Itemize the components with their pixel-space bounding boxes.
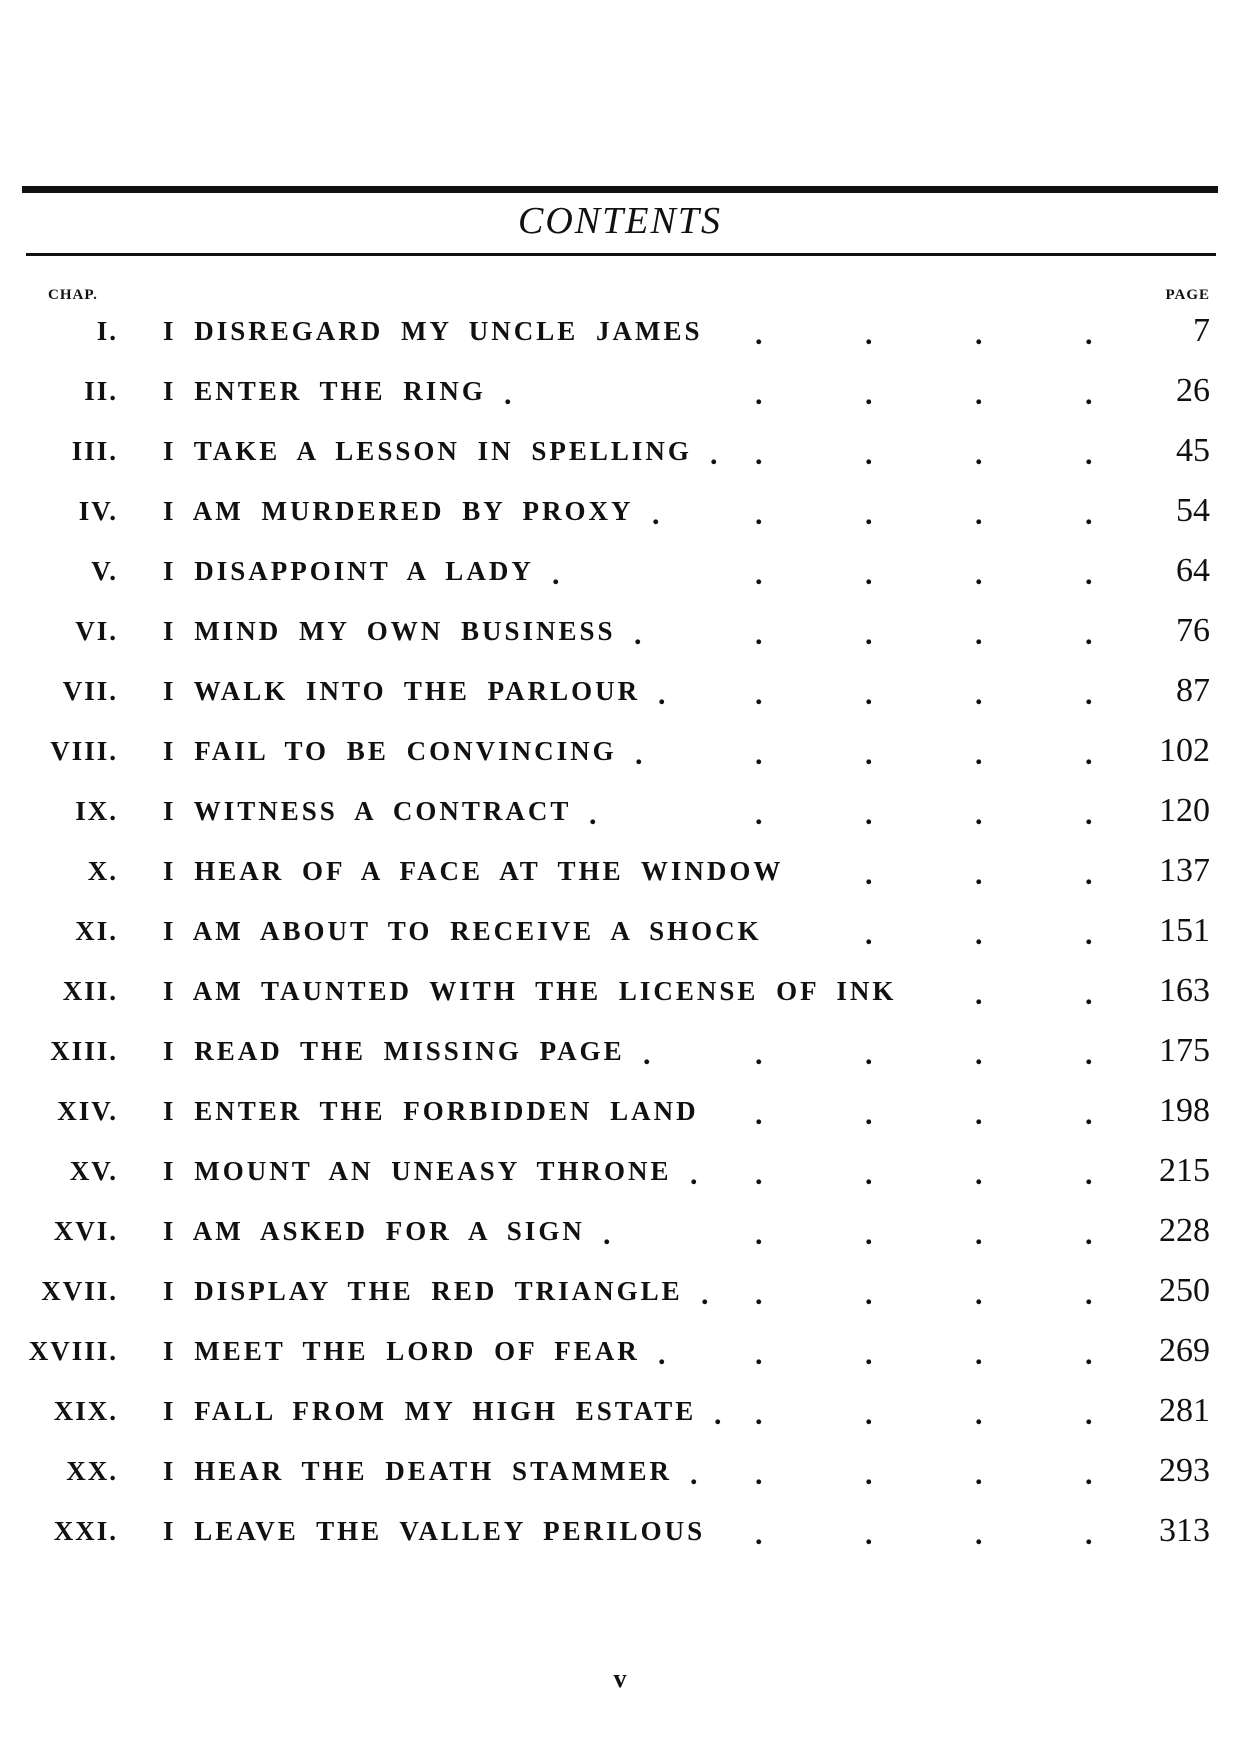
leader-dot: . (1085, 738, 1093, 771)
chapter-number: XVIII. (28, 1336, 118, 1366)
leader-dot: . (865, 798, 873, 831)
page-title: CONTENTS (518, 200, 722, 242)
chapter-page-number: 137 (1159, 852, 1210, 889)
toc-entry (0, 1202, 1240, 1262)
leader-dot: . (755, 1278, 763, 1311)
leader-dot: . (755, 438, 763, 471)
leader-dot: . (975, 558, 983, 591)
chapter-page-number: 163 (1159, 972, 1210, 1009)
leader-dot: . (1085, 1158, 1093, 1191)
leader-dot: . (1085, 1278, 1093, 1311)
chapter-number: IX. (75, 796, 118, 826)
chapter-number: XIV. (57, 1096, 118, 1126)
toc-entry (0, 902, 1240, 962)
title-rule (26, 253, 1216, 256)
leader-dot: . (755, 1518, 763, 1551)
leader-dot: . (1085, 1218, 1093, 1251)
chapter-title: I DISAPPOINT A LADY (163, 556, 534, 586)
leader-dot: . (865, 618, 873, 651)
leader-dot: . (975, 498, 983, 531)
chapter-number: XX. (66, 1456, 118, 1486)
chapter-number: II. (84, 376, 118, 406)
chapter-title: I WITNESS A CONTRACT (163, 796, 572, 826)
leader-dot: . (865, 438, 873, 471)
chapter-title: I TAKE A LESSON IN SPELLING (163, 436, 692, 466)
leader-dot: . (504, 378, 512, 411)
leader-dot: . (975, 918, 983, 951)
leader-dot: . (975, 378, 983, 411)
leader-dot: . (975, 1518, 983, 1551)
toc-entry (0, 1262, 1240, 1322)
chapter-page-number: 26 (1176, 372, 1210, 409)
leader-dot: . (755, 618, 763, 651)
leader-dot: . (865, 678, 873, 711)
leader-dot: . (1085, 1398, 1093, 1431)
leader-dot: . (755, 678, 763, 711)
toc-entry (0, 362, 1240, 422)
leader-dot: . (975, 858, 983, 891)
leader-dot: . (975, 1218, 983, 1251)
toc-entry (0, 602, 1240, 662)
leader-dot: . (1085, 498, 1093, 531)
leader-dot: . (652, 498, 660, 531)
leader-dot: . (975, 678, 983, 711)
leader-dot: . (755, 1338, 763, 1371)
leader-dot: . (975, 318, 983, 351)
chapter-title: I DISPLAY THE RED TRIANGLE (163, 1276, 683, 1306)
leader-dot: . (1085, 318, 1093, 351)
leader-dot: . (1085, 918, 1093, 951)
leader-dot: . (865, 1338, 873, 1371)
leader-dot: . (975, 798, 983, 831)
leader-dot: . (975, 1278, 983, 1311)
chapter-number: I. (96, 316, 118, 346)
leader-dot: . (975, 438, 983, 471)
leader-dot: . (865, 498, 873, 531)
leader-dot: . (1085, 438, 1093, 471)
chapter-page-number: 151 (1159, 912, 1210, 949)
leader-dot: . (658, 678, 666, 711)
leader-dot: . (634, 618, 642, 651)
leader-dot: . (603, 1218, 611, 1251)
chapter-title: I READ THE MISSING PAGE (163, 1036, 625, 1066)
toc-entry (0, 782, 1240, 842)
leader-dot: . (755, 1398, 763, 1431)
table-of-contents (0, 302, 1240, 1562)
chapter-number: VII. (62, 676, 118, 706)
leader-dot: . (1085, 1458, 1093, 1491)
leader-dot: . (975, 618, 983, 651)
leader-dot: . (755, 318, 763, 351)
chapter-page-number: 64 (1176, 552, 1210, 589)
chapter-number: VI. (75, 616, 118, 646)
leader-dot: . (865, 1038, 873, 1071)
toc-entry (0, 302, 1240, 362)
leader-dot: . (552, 558, 560, 591)
toc-entry (0, 842, 1240, 902)
toc-entry (0, 482, 1240, 542)
leader-dot: . (1085, 678, 1093, 711)
chapter-number: XXI. (53, 1516, 118, 1546)
leader-dot: . (865, 1098, 873, 1131)
leader-dot: . (865, 858, 873, 891)
leader-dot: . (1085, 558, 1093, 591)
leader-dot: . (755, 558, 763, 591)
chapter-title: I MIND MY OWN BUSINESS (163, 616, 616, 646)
leader-dot: . (755, 1158, 763, 1191)
chapter-number: XIX. (53, 1396, 118, 1426)
chapter-title: I HEAR OF A FACE AT THE WINDOW (163, 856, 784, 886)
chapter-page-number: 45 (1176, 432, 1210, 469)
chapter-page-number: 269 (1159, 1332, 1210, 1369)
leader-dot: . (1085, 1518, 1093, 1551)
chapter-number: XV. (69, 1156, 118, 1186)
chapter-page-number: 228 (1159, 1212, 1210, 1249)
chapter-page-number: 198 (1159, 1092, 1210, 1129)
leader-dot: . (865, 1398, 873, 1431)
leader-dot: . (865, 1518, 873, 1551)
chapter-title: I ENTER THE RING (163, 376, 486, 406)
chapter-number: XVII. (41, 1276, 118, 1306)
leader-dot: . (701, 1278, 709, 1311)
leader-dot: . (1085, 1338, 1093, 1371)
leader-dot: . (658, 1338, 666, 1371)
leader-dot: . (755, 1098, 763, 1131)
toc-entry (0, 962, 1240, 1022)
chapter-number: IV. (78, 496, 118, 526)
leader-dot: . (865, 1218, 873, 1251)
chapter-page-number: 313 (1159, 1512, 1210, 1549)
toc-entry (0, 1142, 1240, 1202)
toc-entry (0, 722, 1240, 782)
chapter-title: I LEAVE THE VALLEY PERILOUS (163, 1516, 706, 1546)
leader-dot: . (865, 1458, 873, 1491)
leader-dot: . (975, 1338, 983, 1371)
leader-dot: . (975, 1398, 983, 1431)
chapter-number: III. (71, 436, 118, 466)
chapter-page-number: 281 (1159, 1392, 1210, 1429)
leader-dot: . (1085, 798, 1093, 831)
chapter-title: I MOUNT AN UNEASY THRONE (163, 1156, 672, 1186)
leader-dot: . (865, 1158, 873, 1191)
toc-entry (0, 1382, 1240, 1442)
leader-dot: . (755, 1038, 763, 1071)
leader-dot: . (1085, 1038, 1093, 1071)
leader-dot: . (755, 1458, 763, 1491)
leader-dot: . (975, 1458, 983, 1491)
chapter-title: I FALL FROM MY HIGH ESTATE (163, 1396, 697, 1426)
chapter-title: I ENTER THE FORBIDDEN LAND (163, 1096, 699, 1126)
page-folio: v (613, 1664, 627, 1693)
leader-dot: . (690, 1158, 698, 1191)
toc-entry (0, 1082, 1240, 1142)
chapter-title: I FAIL TO BE CONVINCING (163, 736, 617, 766)
leader-dot: . (643, 1038, 651, 1071)
chapter-page-number: 102 (1159, 732, 1210, 769)
chapter-title: I AM TAUNTED WITH THE LICENSE OF INK (163, 976, 897, 1006)
leader-dot: . (975, 1158, 983, 1191)
leader-dot: . (865, 738, 873, 771)
leader-dot: . (690, 1458, 698, 1491)
chapter-number: XII. (62, 976, 118, 1006)
chapter-page-number: 54 (1176, 492, 1210, 529)
leader-dot: . (710, 438, 718, 471)
top-rule (22, 186, 1218, 193)
chapter-number: XIII. (50, 1036, 118, 1066)
toc-entry (0, 1322, 1240, 1382)
toc-entry (0, 542, 1240, 602)
leader-dot: . (755, 738, 763, 771)
toc-entry (0, 1502, 1240, 1562)
leader-dot: . (755, 378, 763, 411)
leader-dot: . (975, 738, 983, 771)
chap-column-header: CHAP. (48, 287, 98, 303)
chapter-title: I AM MURDERED BY PROXY (163, 496, 634, 526)
chapter-title: I AM ASKED FOR A SIGN (163, 1216, 585, 1246)
chapter-number: XI. (75, 916, 118, 946)
chapter-page-number: 250 (1159, 1272, 1210, 1309)
chapter-number: V. (91, 556, 118, 586)
toc-entry (0, 1442, 1240, 1502)
leader-dot: . (635, 738, 643, 771)
chapter-page-number: 120 (1159, 792, 1210, 829)
chapter-title: I HEAR THE DEATH STAMMER (163, 1456, 673, 1486)
leader-dot: . (865, 378, 873, 411)
chapter-number: X. (87, 856, 118, 886)
leader-dot: . (1085, 378, 1093, 411)
leader-dot: . (865, 558, 873, 591)
chapter-title: I DISREGARD MY UNCLE JAMES (163, 316, 703, 346)
chapter-title: I AM ABOUT TO RECEIVE A SHOCK (163, 916, 762, 946)
toc-entry (0, 422, 1240, 482)
leader-dot: . (865, 1278, 873, 1311)
leader-dot: . (1085, 1098, 1093, 1131)
leader-dot: . (975, 1098, 983, 1131)
chapter-page-number: 175 (1159, 1032, 1210, 1069)
chapter-page-number: 76 (1176, 612, 1210, 649)
chapter-page-number: 215 (1159, 1152, 1210, 1189)
leader-dot: . (1085, 618, 1093, 651)
leader-dot: . (975, 978, 983, 1011)
leader-dot: . (755, 1218, 763, 1251)
page-column-header: PAGE (1165, 287, 1210, 303)
toc-entry (0, 662, 1240, 722)
leader-dot: . (755, 798, 763, 831)
leader-dot: . (865, 918, 873, 951)
chapter-page-number: 293 (1159, 1452, 1210, 1489)
chapter-number: VIII. (50, 736, 118, 766)
leader-dot: . (1085, 978, 1093, 1011)
leader-dot: . (755, 498, 763, 531)
leader-dot: . (975, 1038, 983, 1071)
chapter-title: I WALK INTO THE PARLOUR (163, 676, 641, 706)
leader-dot: . (1085, 858, 1093, 891)
leader-dot: . (714, 1398, 722, 1431)
leader-dot: . (865, 318, 873, 351)
toc-entry (0, 1022, 1240, 1082)
chapter-title: I MEET THE LORD OF FEAR (163, 1336, 640, 1366)
chapter-page-number: 87 (1176, 672, 1210, 709)
leader-dot: . (589, 798, 597, 831)
chapter-page-number: 7 (1193, 312, 1210, 349)
chapter-number: XVI. (53, 1216, 118, 1246)
